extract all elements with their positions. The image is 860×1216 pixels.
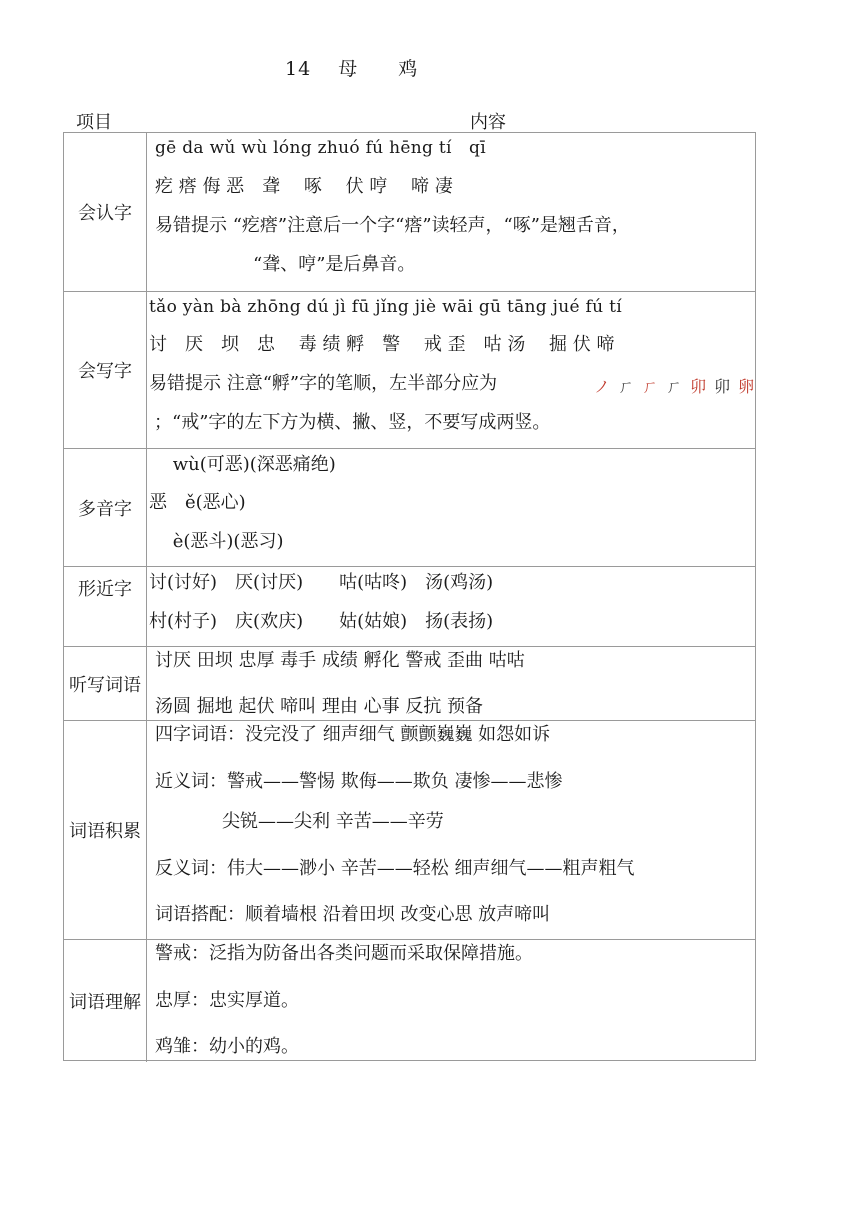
dictation-line: 讨厌 田坝 忠厚 毒手 成绩 孵化 警戒 歪曲 咕咕 bbox=[155, 650, 525, 671]
row-jilei bbox=[64, 721, 755, 940]
row-huirenzi bbox=[64, 133, 755, 292]
row-lijie bbox=[64, 940, 755, 1062]
stroke-step: ノ bbox=[594, 377, 611, 396]
pinyin-line: tǎo yàn bà zhōng dú jì fū jǐng jiè wāi gū tāng jué fú tí bbox=[149, 297, 622, 317]
header-content: 内容 bbox=[470, 112, 506, 133]
similar-line: 讨(讨好) 厌(讨厌) 咕(咕咚) 汤(鸡汤) bbox=[149, 572, 494, 593]
meaning-line: 警戒：泛指为防备出各类问题而采取保障措施。 bbox=[155, 943, 533, 964]
stroke-step: ㄏ bbox=[642, 377, 659, 396]
header-item: 项目 bbox=[76, 112, 112, 133]
content-table bbox=[63, 132, 756, 1061]
row-label: 多音字 bbox=[64, 449, 147, 566]
dictation-line: 汤圆 掘地 起伏 啼叫 理由 心事 反抗 预备 bbox=[155, 696, 484, 717]
char-line: 讨 厌 坝 忠 毒 绩 孵 警 戒 歪 咕 汤 掘 伏 啼 bbox=[149, 334, 615, 355]
vocab-line: 词语搭配：顺着墙根 沿着田坝 改变心思 放声啼叫 bbox=[155, 904, 551, 925]
tip-line: 易错提示 注意“孵”字的笔顺，左半部分应为 bbox=[149, 373, 498, 394]
vocab-line: 尖锐——尖利 辛苦——辛劳 bbox=[222, 811, 444, 832]
stroke-step: ㄏ bbox=[618, 377, 635, 396]
tip-line: “聋、哼”是后鼻音。 bbox=[253, 254, 416, 275]
row-label: 形近字 bbox=[64, 567, 147, 646]
stroke-step: 卯 bbox=[714, 377, 731, 396]
row-label: 词语理解 bbox=[64, 940, 147, 1062]
stroke-step: 卯 bbox=[690, 377, 707, 396]
row-huixiezi bbox=[64, 292, 755, 449]
row-xingjinzi bbox=[64, 567, 755, 647]
vocab-line: 反义词：伟大——渺小 辛苦——轻松 细声细气——粗声粗气 bbox=[155, 858, 635, 879]
row-label: 词语积累 bbox=[64, 721, 147, 939]
row-tingxie bbox=[64, 647, 755, 721]
row-label: 听写词语 bbox=[64, 647, 147, 720]
page-title: 14 母 鸡 bbox=[285, 58, 419, 80]
row-duoyinzi bbox=[64, 449, 755, 567]
meaning-line: 忠厚：忠实厚道。 bbox=[155, 990, 299, 1011]
stroke-step: 卵 bbox=[738, 377, 755, 396]
tip-line: 易错提示 “疙瘩”注意后一个字“瘩”读轻声，“啄”是翘舌音， bbox=[155, 215, 630, 236]
tip-line: ；“戒”字的左下方为横、撇、竖，不要写成两竖。 bbox=[154, 412, 551, 433]
polyphone-line: 恶 ě(恶心) bbox=[149, 492, 246, 513]
stroke-order bbox=[594, 374, 754, 397]
char-line: 疙 瘩 侮 恶 聋 啄 伏 哼 啼 凄 bbox=[155, 176, 453, 197]
vocab-line: 近义词：警戒——警惕 欺侮——欺负 凄惨——悲惨 bbox=[155, 771, 563, 792]
stroke-step: ㄏ bbox=[666, 377, 683, 396]
polyphone-line: wù(可恶)(深恶痛绝) bbox=[149, 454, 336, 475]
meaning-line: 鸡雏：幼小的鸡。 bbox=[155, 1036, 299, 1057]
row-label: 会写字 bbox=[64, 292, 147, 448]
vocab-line: 四字词语：没完没了 细声细气 颤颤巍巍 如怨如诉 bbox=[155, 724, 551, 745]
row-label: 会认字 bbox=[64, 133, 147, 291]
similar-line: 村(村子) 庆(欢庆) 姑(姑娘) 扬(表扬) bbox=[149, 611, 494, 632]
polyphone-line: è(恶斗)(恶习) bbox=[149, 531, 284, 552]
pinyin-line: gē da wǔ wù lóng zhuó fú hēng tí qī bbox=[155, 138, 486, 158]
